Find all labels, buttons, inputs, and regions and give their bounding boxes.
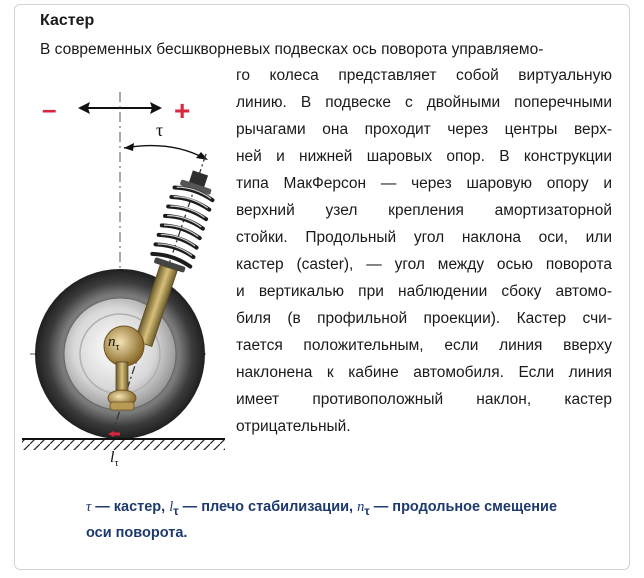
plus-sign: + — [174, 95, 191, 126]
caption — [86, 496, 557, 544]
tau-label: τ — [156, 120, 164, 140]
text-line: тается положительным, если линия вверху — [236, 337, 612, 354]
caster-diagram — [20, 84, 235, 469]
text-line: кастер (caster), — угол между осью поворота — [236, 256, 612, 273]
caption-line-1: τ — кастер, $l_\tau$ — плечо стабилизации, $n_\tau$ — продольное смещение — [86, 499, 558, 518]
text-line: го колеса представляет собой виртуальную — [236, 67, 612, 84]
text-line: верхний узел крепления амортизаторной — [236, 202, 612, 219]
heading: Кастер — [40, 12, 95, 29]
text-line: линию. В подвеске с двойными поперечными — [236, 94, 612, 111]
text-line: типа МакФерсон — через шаровую опору и — [236, 175, 612, 192]
text-line: и вертикалью при наблюдении сбоку автомо- — [236, 283, 612, 300]
text-line: имеет противоположный наклон, кастер — [236, 391, 612, 408]
n-tau-label: $n_\tau$ — [108, 334, 120, 353]
text-line: рычагами она проходит через центры верх- — [236, 121, 612, 138]
text-line: наклонена к кабине автомобиля. Если линия — [236, 364, 612, 381]
caption-tau: τ — [86, 499, 92, 515]
l-tau-label: $l_\tau$ — [110, 449, 119, 469]
text-line: стойки. Продольный угол наклона оси, или — [236, 229, 612, 246]
text-line: биля (в профильной проекции). Кастер счи- — [236, 310, 612, 327]
text-line: В современных бесшкворневых подвесках ось поворота управляемо- — [40, 41, 544, 58]
caster-angle-arc — [124, 146, 204, 158]
text-line: ней и нижней шаровых опор. В конструкции — [236, 148, 612, 165]
caption-line-2: оси поворота. — [86, 524, 188, 541]
minus-sign: – — [42, 94, 57, 124]
text-line: отрицательный. — [236, 418, 351, 435]
